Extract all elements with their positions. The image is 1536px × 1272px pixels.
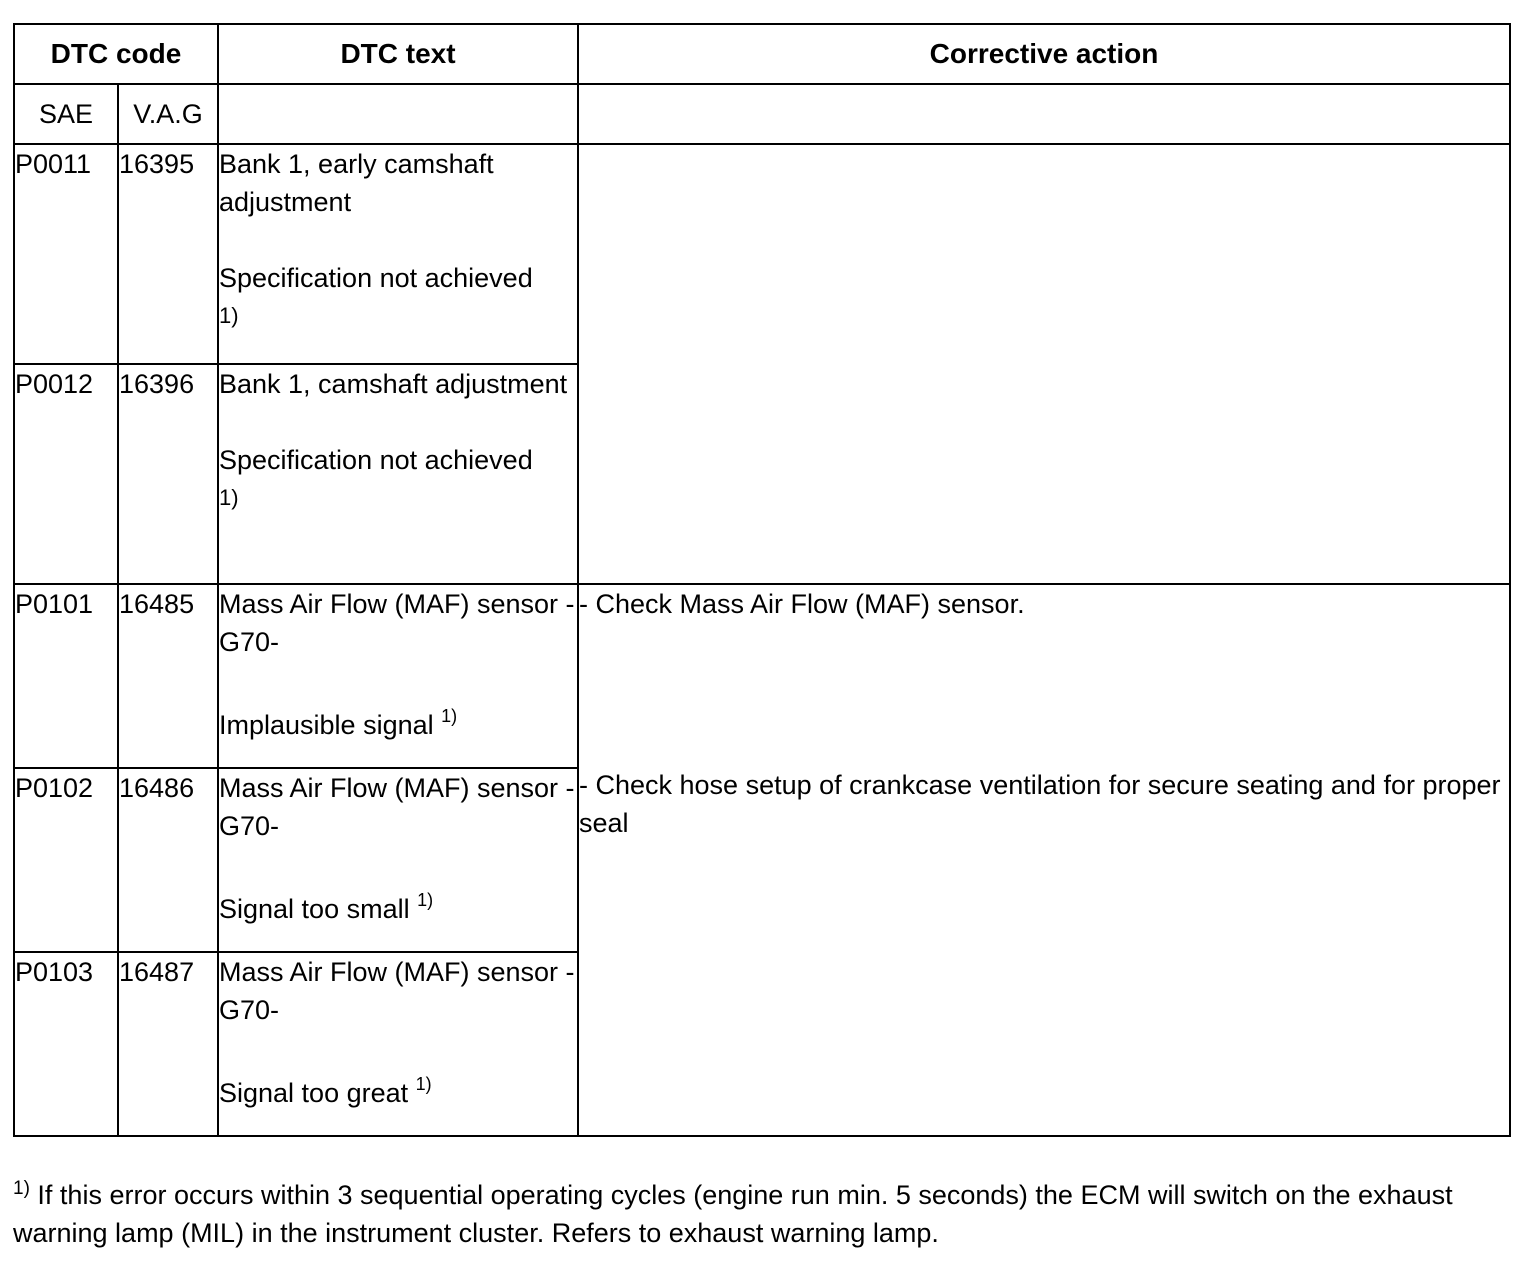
header-row [14, 24, 1510, 84]
dtc-status: Signal too great [219, 1078, 409, 1108]
sae-code: P0103 [14, 952, 118, 1136]
dtc-text-cell [218, 364, 578, 584]
vag-code: 16396 [118, 364, 218, 584]
vag-code: 16487 [118, 952, 218, 1136]
subheader-vag: V.A.G [118, 84, 218, 144]
dtc-status: Specification not achieved [219, 263, 533, 293]
sae-code: P0102 [14, 768, 118, 952]
footnote-text: If this error occurs within 3 sequential operating cycles (engine run min. 5 seconds) the ECM will switch on the exhaust warning lamp (MIL) in the instrument cluster. Refers to exhaust warning lamp. [13, 1180, 1453, 1248]
sae-code: P0012 [14, 364, 118, 584]
dtc-table [13, 23, 1511, 1137]
subheader-sae: SAE [14, 84, 118, 144]
sae-code: P0101 [14, 584, 118, 768]
subheader-row [14, 84, 1510, 144]
dtc-status: Implausible signal [219, 710, 434, 740]
dtc-text-cell [218, 144, 578, 364]
dtc-description: Mass Air Flow (MAF) sensor -G70- [219, 773, 575, 841]
dtc-status: Signal too small [219, 894, 410, 924]
footnote-ref: 1) [219, 303, 239, 328]
subheader-empty-text [218, 84, 578, 144]
table-row [14, 144, 1510, 364]
subheader-empty-action [578, 84, 1510, 144]
action-cell [578, 584, 1510, 1136]
dtc-description: Bank 1, early camshaft adjustment [219, 149, 494, 217]
footnote-ref: 1) [415, 1074, 432, 1094]
header-dtc-text: DTC text [218, 24, 578, 84]
sae-code: P0011 [14, 144, 118, 364]
vag-code: 16395 [118, 144, 218, 364]
action-hose-check: - Check hose setup of crankcase ventilation for secure seating and for proper seal [579, 770, 1501, 838]
footnote-ref: 1) [441, 706, 458, 726]
dtc-text-cell [218, 768, 578, 952]
footnote-marker: 1) [13, 1178, 30, 1199]
dtc-text-cell [218, 952, 578, 1136]
action-cell-empty [578, 144, 1510, 584]
dtc-description: Bank 1, camshaft adjustment [219, 369, 568, 399]
footnote-ref: 1) [417, 890, 434, 910]
vag-code: 16486 [118, 768, 218, 952]
action-maf-check: - Check Mass Air Flow (MAF) sensor. [579, 589, 1025, 619]
dtc-description: Mass Air Flow (MAF) sensor -G70- [219, 589, 575, 657]
footnote-ref: 1) [219, 485, 239, 510]
vag-code: 16485 [118, 584, 218, 768]
table-row [14, 584, 1510, 768]
header-corrective-action: Corrective action [578, 24, 1510, 84]
dtc-text-cell [218, 584, 578, 768]
dtc-status: Specification not achieved [219, 445, 533, 475]
dtc-description: Mass Air Flow (MAF) sensor -G70- [219, 957, 575, 1025]
footnote [13, 1170, 1493, 1252]
header-dtc-code: DTC code [14, 24, 218, 84]
